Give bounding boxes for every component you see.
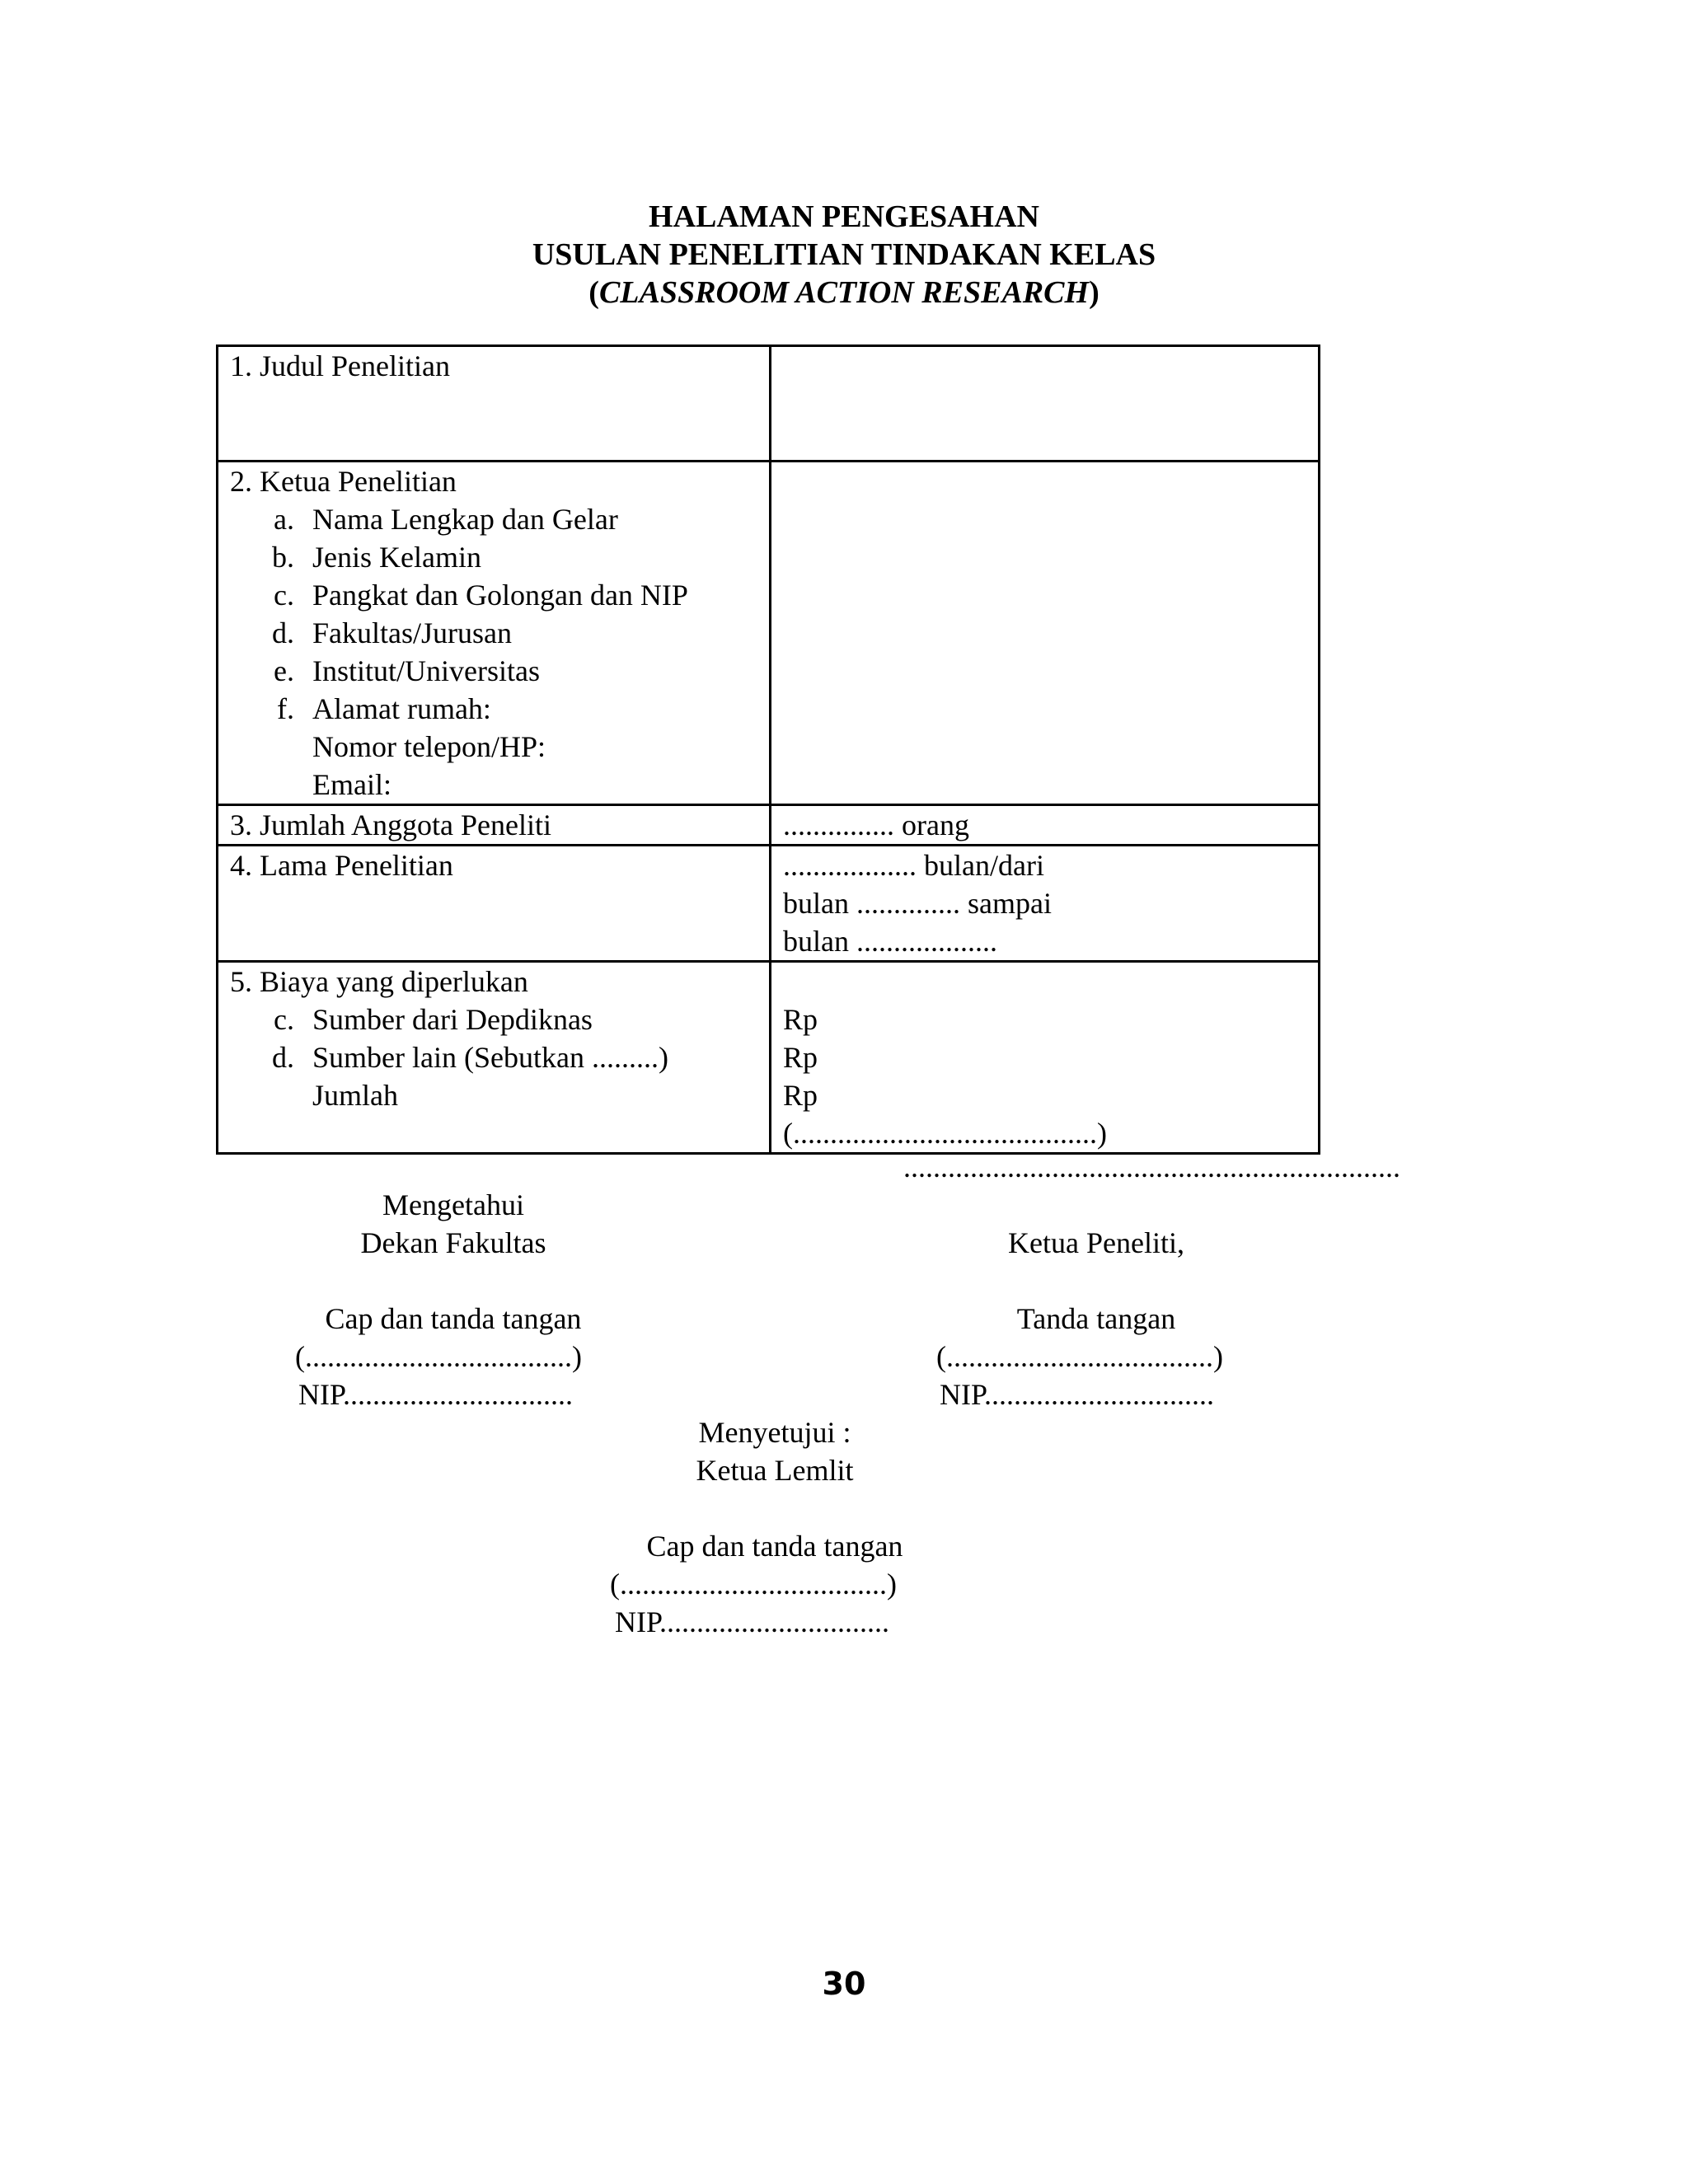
left-mengetahui: Mengetahui	[382, 1188, 524, 1221]
label-biaya	[218, 962, 771, 1154]
biaya-item-c	[230, 1001, 757, 1038]
left-sign-label: Cap dan tanda tangan	[325, 1302, 582, 1335]
row-anggota	[218, 805, 1320, 846]
center-nip: NIP...............................	[615, 1605, 890, 1638]
center-name-line: (....................................)	[610, 1568, 897, 1601]
ketua-phone-label: Nomor telepon/HP:	[312, 730, 546, 763]
item-letter: f.	[277, 692, 294, 725]
item-text: Institut/Universitas	[312, 654, 540, 687]
item-letter: c.	[274, 1003, 294, 1036]
label-anggota-text: 3. Jumlah Anggota Peneliti	[230, 808, 551, 841]
lama-line-1: .................. bulan/dari	[783, 849, 1044, 882]
center-sign-label: Cap dan tanda tangan	[646, 1530, 903, 1563]
biaya-total-label: Jumlah	[312, 1079, 398, 1112]
label-judul	[218, 346, 771, 462]
title-line-2: USULAN PENELITIAN TINDAKAN KELAS	[532, 237, 1156, 272]
ketua-item-c	[230, 576, 757, 614]
biaya-rp-1: Rp	[783, 1003, 818, 1036]
biaya-rp-2: Rp	[783, 1041, 818, 1074]
ketua-email-label: Email:	[312, 768, 392, 801]
value-ketua	[771, 462, 1320, 805]
label-ketua	[218, 462, 771, 805]
item-text: Alamat rumah:	[312, 692, 491, 725]
ketua-item-b	[230, 538, 757, 576]
item-text: Nama Lengkap dan Gelar	[312, 503, 618, 536]
value-anggota	[771, 805, 1320, 846]
item-text: Sumber lain (Sebutkan .........)	[312, 1041, 668, 1074]
left-dekan: Dekan Fakultas	[360, 1226, 546, 1259]
left-nip: NIP...............................	[298, 1378, 574, 1411]
right-ketua-peneliti: Ketua Peneliti,	[1008, 1226, 1184, 1259]
page-number: 30	[822, 1966, 866, 2002]
item-letter: e.	[274, 654, 294, 687]
item-letter: b.	[272, 541, 294, 574]
ketua-item-e	[230, 652, 757, 690]
value-anggota-text: ............... orang	[783, 808, 969, 841]
title-paren-open: (	[588, 275, 599, 310]
row-biaya	[218, 962, 1320, 1154]
item-text: Jenis Kelamin	[312, 541, 481, 574]
center-menyetujui: Menyetujui :	[698, 1416, 851, 1449]
biaya-heading: 5. Biaya yang diperlukan	[230, 965, 528, 998]
row-judul	[218, 346, 1320, 462]
biaya-value-spacer	[783, 963, 1306, 1001]
row-ketua	[218, 462, 1320, 805]
lama-line-3: bulan ...................	[783, 925, 997, 958]
title-line-1: HALAMAN PENGESAHAN	[649, 199, 1039, 234]
ketua-item-f	[230, 690, 757, 728]
title-line-3	[0, 274, 1688, 312]
left-name-line: (....................................)	[295, 1340, 582, 1373]
value-lama	[771, 846, 1320, 962]
item-letter: d.	[272, 1041, 294, 1074]
right-nip: NIP...............................	[940, 1378, 1215, 1411]
ketua-heading: 2. Ketua Penelitian	[230, 465, 457, 498]
item-letter: a.	[274, 503, 294, 536]
item-text: Fakultas/Jurusan	[312, 616, 512, 649]
biaya-spacer	[230, 1114, 757, 1152]
value-judul	[771, 346, 1320, 462]
title-italic: CLASSROOM ACTION RESEARCH	[598, 275, 1090, 310]
label-judul-text: 1. Judul Penelitian	[230, 349, 450, 382]
item-letter: d.	[272, 616, 294, 649]
title-paren-close: )	[1089, 275, 1100, 310]
item-text: Sumber dari Depdiknas	[312, 1003, 593, 1036]
place-date-line: ...................................................................	[903, 1151, 1400, 1183]
lama-line-2: bulan .............. sampai	[783, 887, 1052, 920]
approval-form-table	[216, 344, 1320, 1155]
biaya-rp-3: Rp	[783, 1079, 818, 1112]
right-sign-label: Tanda tangan	[1016, 1302, 1176, 1335]
label-lama-text: 4. Lama Penelitian	[230, 849, 453, 882]
item-text: Pangkat dan Golongan dan NIP	[312, 579, 688, 612]
row-lama	[218, 846, 1320, 962]
biaya-total-value: (.........................................)	[783, 1117, 1107, 1150]
ketua-item-d	[230, 614, 757, 652]
value-biaya	[771, 962, 1320, 1154]
label-anggota	[218, 805, 771, 846]
right-name-line: (....................................)	[936, 1340, 1223, 1373]
label-lama	[218, 846, 771, 962]
biaya-item-d	[230, 1038, 757, 1076]
ketua-item-a	[230, 500, 757, 538]
item-letter: c.	[274, 579, 294, 612]
center-ketua-lemlit: Ketua Lemlit	[696, 1454, 854, 1487]
